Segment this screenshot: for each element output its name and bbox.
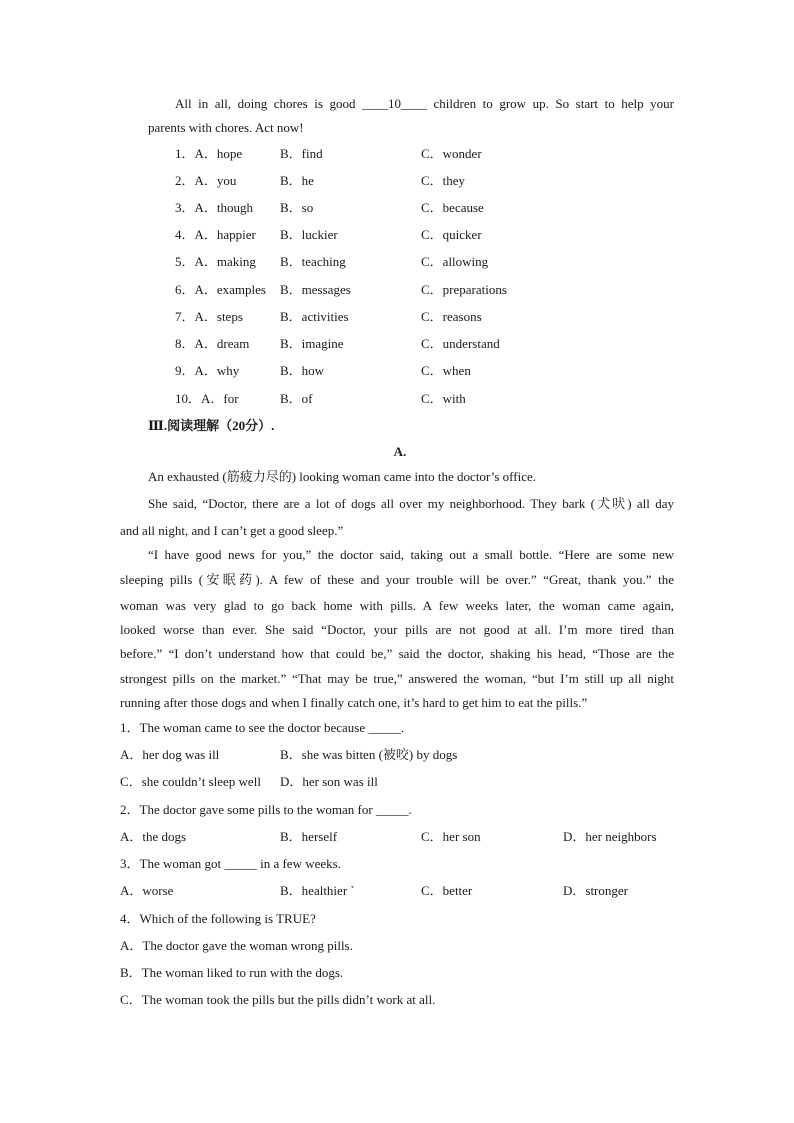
option-a: A．worse [120, 883, 174, 898]
passage-line: running after those dogs and when I finally catch one, it’s hard to get him to eat the pills.” [120, 695, 588, 710]
option-c: C．her son [421, 829, 481, 844]
option-b: B．imagine [280, 336, 344, 351]
cloze-closing-line-1: All in all, doing chores is good ____10____ children to grow up. So start to help your [175, 96, 674, 111]
option-d: D．her neighbors [563, 829, 657, 844]
passage-line: before.” “I don’t understand how that could be,” said the doctor, shaking his head, “Those are the [120, 646, 674, 661]
option-a: A．the dogs [120, 829, 187, 844]
passage-line: and all night, and I can’t get a good sleep.” [120, 523, 344, 538]
option-d: D．her son was ill [280, 774, 378, 789]
option-a: A．The doctor gave the woman wrong pills. [120, 938, 353, 953]
option-b: B．activities [280, 309, 349, 324]
option-a: 8．A．dream [175, 336, 250, 351]
option-c: C．with [421, 391, 466, 406]
question-stem: 3．The woman got _____ in a few weeks. [120, 856, 341, 871]
question-stem: 2．The doctor gave some pills to the woman for _____. [120, 802, 412, 817]
passage-line: strongest pills on the market.” “That may be true,” answered the woman, “but I’m still up all night [120, 671, 674, 686]
passage-line: She said, “Doctor, there are a lot of dogs all over my neighborhood. They bark (犬吠) all day [148, 496, 674, 511]
option-a: 7．A．steps [175, 309, 243, 324]
section-heading: Ⅲ.阅读理解（20分）. [148, 418, 275, 433]
option-b: B．how [280, 363, 325, 378]
passage-line: woman was very glad to go back home with pills. A few weeks later, the woman came again, [120, 598, 674, 613]
option-c: C．allowing [421, 254, 489, 269]
option-c: C．when [421, 363, 471, 378]
option-c: C．wonder [421, 146, 482, 161]
option-c: C．she couldn’t sleep well [120, 774, 261, 789]
option-c: C．reasons [421, 309, 482, 324]
option-c: C．quicker [421, 227, 482, 242]
option-b: B．teaching [280, 254, 346, 269]
option-b: B．she was bitten (被咬) by dogs [280, 747, 458, 762]
option-a: 4．A．happier [175, 227, 256, 242]
option-d: D．stronger [563, 883, 628, 898]
option-a: 6．A．examples [175, 282, 266, 297]
option-c: C．because [421, 200, 484, 215]
option-a: 5．A．making [175, 254, 256, 269]
option-a: 1．A．hope [175, 146, 243, 161]
option-b: B．messages [280, 282, 351, 297]
question-stem: 1．The woman came to see the doctor because _____. [120, 720, 405, 735]
passage-line: looked worse than ever. She said “Doctor, your pills are not good at all. I’m more tired than [120, 622, 674, 637]
option-b: B．herself [280, 829, 338, 844]
option-b: B．find [280, 146, 323, 161]
cloze-closing-line-2: parents with chores. Act now! [148, 120, 304, 135]
option-a: A．her dog was ill [120, 747, 220, 762]
option-b: B．healthier ` [280, 883, 355, 898]
option-c: C．they [421, 173, 466, 188]
passage-line: sleeping pills (安眠药). A few of these and your trouble will be over.” “Great, thank you.” the [120, 572, 674, 587]
question-stem: 4．Which of the following is TRUE? [120, 911, 316, 926]
option-c: C．better [421, 883, 473, 898]
option-c: C．understand [421, 336, 500, 351]
option-b: B．The woman liked to run with the dogs. [120, 965, 344, 980]
option-b: B．luckier [280, 227, 338, 242]
option-a: 10．A．for [175, 391, 239, 406]
passage-line: An exhausted (筋疲力尽的) looking woman came into the doctor’s office. [148, 469, 536, 484]
option-b: B．so [280, 200, 314, 215]
passage-label: A. [393, 444, 407, 459]
option-a: 9．A．why [175, 363, 240, 378]
option-b: B．of [280, 391, 313, 406]
option-a: 2．A．you [175, 173, 237, 188]
option-c: C．The woman took the pills but the pills didn’t work at all. [120, 992, 436, 1007]
option-c: C．preparations [421, 282, 507, 297]
option-a: 3．A．though [175, 200, 254, 215]
option-b: B．he [280, 173, 314, 188]
passage-line: “I have good news for you,” the doctor said, taking out a small bottle. “Here are some new [148, 547, 674, 562]
